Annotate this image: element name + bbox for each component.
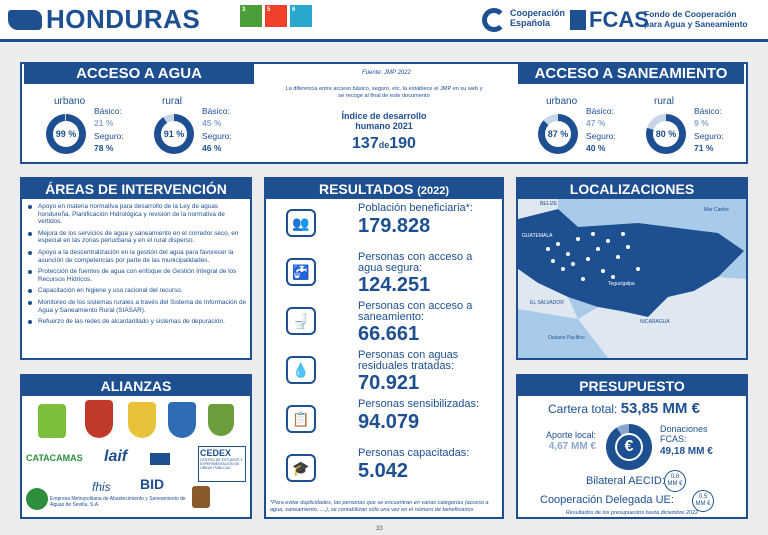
training-icon: 🎓: [286, 454, 316, 482]
basico-value: 45 %: [202, 118, 222, 128]
map-label-el-salvador: EL SALVADOR: [530, 300, 564, 306]
acc-san-ring: 80 %: [646, 114, 686, 154]
cedex-logo: CEDEX CENTRO DE ESTUDIOS Y EXPERIMENTACIÓN DE OBRAS PÚBLICAS: [198, 446, 246, 482]
acc-san-zone-label: rural: [654, 96, 675, 107]
emasesa-logo: [26, 488, 48, 510]
acc-agua-zone-label: rural: [162, 96, 183, 107]
resultados-title: RESULTADOS (2022): [266, 179, 502, 199]
coop-espanola-text: Cooperación Española: [510, 8, 566, 28]
area-item: Capacitación en higiene y uso racional del recurso.: [26, 287, 248, 295]
resultado-value: 179.828: [358, 215, 431, 237]
seguro-value: 46 %: [202, 143, 222, 153]
seguro-value: 40 %: [586, 143, 606, 153]
resultado-value: 70.921: [358, 372, 420, 394]
map-label-tegucigalpa: Tegucigalpa: [608, 281, 635, 287]
basico-value: 47 %: [586, 118, 606, 128]
sdg-6-icon: 6: [290, 5, 312, 27]
laif-logo: laif: [104, 448, 128, 465]
basico-value: 21 %: [94, 118, 114, 128]
seguro-value: 71 %: [694, 143, 714, 153]
page-title: HONDURAS: [46, 4, 201, 34]
map-label-guatemala: GUATEMALA: [522, 233, 553, 239]
seguro-value: 78 %: [94, 143, 114, 153]
presupuesto-title: PRESUPUESTO: [518, 376, 746, 396]
donaciones-label: Donaciones FCAS:: [660, 424, 708, 444]
municipality-shield-icon: [208, 404, 234, 436]
resultado-label: Población beneficiaria*:: [358, 202, 473, 214]
areas-list: [26, 203, 248, 330]
municipality-shield-icon: [38, 404, 66, 438]
presupuesto-footnote: Resultados de los presupuestos hasta diciembre 2022: [565, 510, 699, 516]
acc-agua-ring: 99 %: [46, 114, 86, 154]
basico-label: Básico:: [94, 106, 122, 116]
cooperacion-logo-icon: [482, 8, 506, 32]
budget-donut: [606, 424, 652, 470]
map-label-oceano-pacifico: Océano Pacífico: [548, 335, 585, 341]
aporte-local-label: Aporte local:: [545, 430, 596, 440]
seguro-label: Seguro:: [202, 131, 232, 141]
honduras-map: [518, 199, 746, 358]
fuente-text: Fuente: JMP 2022: [362, 70, 411, 76]
aporte-local-value: 4,67 MM €: [548, 441, 596, 452]
municipality-shield-icon: [192, 486, 210, 508]
map-label-mar-caribe: Mar Caribe: [704, 207, 729, 213]
area-item: Protección de fuentes de agua con enfoque de Gestión Integral de los Recursos Hídricos.: [26, 268, 248, 283]
delegada-label: Cooperación Delegada UE:: [540, 494, 674, 506]
sdg-3-icon: 3: [240, 5, 262, 27]
seguro-label: Seguro:: [694, 131, 724, 141]
bilateral-value: 0,8 MM €: [664, 470, 686, 492]
seguro-label: Seguro:: [586, 131, 616, 141]
seguro-label: Seguro:: [94, 131, 124, 141]
resultado-value: 66.661: [358, 323, 420, 345]
idh-value: 137de190: [352, 135, 416, 152]
area-item: Apoyo a la descentralización en la gestión del agua para favorecer la asunción de competencias por parte de las municipalidades.: [26, 249, 248, 264]
bilateral-label: Bilateral AECID:: [586, 475, 665, 487]
donaciones-value: 49,18 MM €: [660, 446, 713, 457]
basico-label: Básico:: [202, 106, 230, 116]
sdg-5-icon: 5: [265, 5, 287, 27]
resultado-label: Personas sensibilizadas:: [358, 398, 480, 410]
eu-flag-icon: [150, 453, 170, 465]
municipality-shield-icon: [128, 402, 156, 438]
bid-logo: BID: [140, 476, 165, 492]
map-label-belize: BELIZE: [540, 201, 558, 207]
acceso-note: La diferencia entre acceso básico, seguro, etc. la establece el JMP en su web y se recoge al final de este documento: [285, 86, 483, 99]
acc-san-ring: 87 %: [538, 114, 578, 154]
area-item: Refuerzo de las redes de alcantarillado y sistemas de depuración.: [26, 318, 248, 326]
municipality-shield-icon: [85, 400, 113, 438]
tap-icon: 🚰: [286, 258, 316, 286]
euro-icon: €: [615, 433, 643, 461]
basico-label: Básico:: [586, 106, 614, 116]
resultado-label: Personas con acceso a saneamiento:: [358, 300, 473, 323]
page-number: 33: [376, 526, 383, 532]
idh-label: Índice de desarrollo humano 2021: [341, 111, 427, 131]
areas-title: ÁREAS DE INTERVENCIÓN: [22, 179, 250, 199]
map-label-nicaragua: NICARAGUA: [640, 319, 670, 325]
basico-label: Básico:: [694, 106, 722, 116]
delegada-value: 0,5 MM €: [692, 490, 714, 512]
honduras-map-icon: [8, 10, 42, 30]
municipality-shield-icon: [168, 402, 196, 438]
acc-agua-zone-label: urbano: [54, 96, 86, 107]
catacamas-logo: CATACAMAS: [26, 453, 83, 463]
basico-value: 9 %: [694, 118, 709, 128]
alianzas-title: ALIANZAS: [22, 376, 250, 396]
acceso-saneamiento-title: ACCESO A SANEAMIENTO: [518, 64, 744, 84]
acceso-agua-title: ACCESO A AGUA: [24, 64, 254, 84]
localizaciones-title: LOCALIZACIONES: [518, 179, 746, 199]
resultado-label: Personas capacitadas:: [358, 447, 470, 459]
resultado-value: 124.251: [358, 274, 431, 296]
water-drop-icon: 💧: [286, 356, 316, 384]
cartera-total: Cartera total: 53,85 MM €: [548, 400, 700, 417]
resultados-footnote: *Para evitar duplicidades, las personas que se encuentran en varias categorías (acceso a agua, saneamiento, ....), se contabilizan sólo una vez en el número de beneficiarios: [270, 500, 489, 513]
resultado-label: Personas con acceso a agua segura:: [358, 251, 473, 274]
resultado-value: 5.042: [358, 460, 409, 482]
awareness-icon: 📋: [286, 405, 316, 433]
acc-agua-ring: 91 %: [154, 114, 194, 154]
area-item: Apoyo en materia normativa para desarrollo de la Ley de aguas hondureña, Planificación Hidrológica y revisión de la normativa de vertidos.: [26, 203, 248, 226]
people-icon: 👥: [286, 209, 316, 237]
fcas-logo: FCAS: [570, 7, 649, 33]
emasesa-text: Empresa Metropolitana de Abastecimiento y Saneamiento de Aguas de Sevilla, S.A.: [50, 496, 186, 508]
resultado-label: Personas con aguas residuales tratadas:: [358, 349, 459, 372]
fhis-logo: fhis: [92, 480, 111, 494]
resultado-value: 94.079: [358, 411, 420, 433]
acc-san-zone-label: urbano: [546, 96, 578, 107]
area-item: Monitoreo de los sistemas rurales a través del Sistema de Información de Agua y Saneamiento Rural (SIASAR).: [26, 299, 248, 314]
sanitation-icon: 🚽: [286, 307, 316, 335]
area-item: Mejora de los servicios de agua y saneamiento en el corredor seco, en especial en las zonas periurbana y en el rural disperso.: [26, 230, 248, 245]
fcas-subtitle: Fondo de Cooperación para Agua y Saneamiento: [644, 9, 748, 29]
